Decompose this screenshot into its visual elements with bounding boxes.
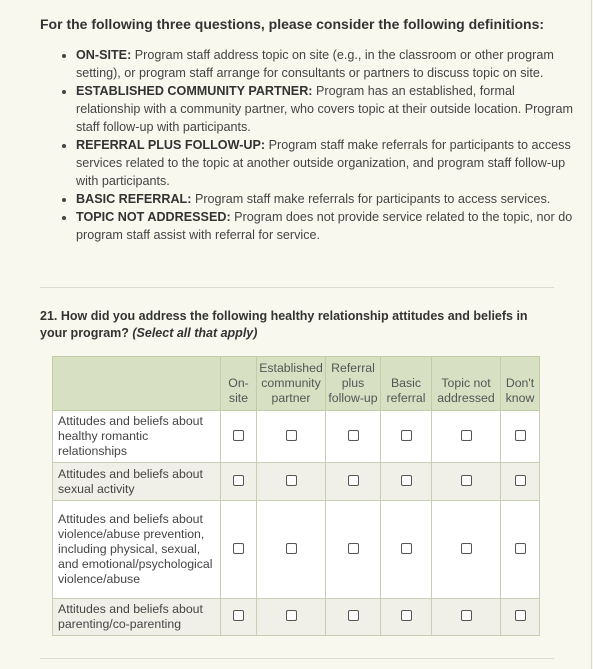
grid-row <box>53 599 540 636</box>
grid-cell <box>432 463 501 501</box>
row-label: Attitudes and beliefs about violence/abuse prevention, including physical, sexual, and emotional/psychological violence/abuse <box>53 501 221 599</box>
row-label: Attitudes and beliefs about healthy romantic relationships <box>53 411 221 463</box>
checkbox-referral-plus-follow-up[interactable] <box>348 610 359 621</box>
checkbox-dont-know[interactable] <box>515 543 526 554</box>
grid-cell <box>381 501 432 599</box>
checkbox-established-community-partner[interactable] <box>286 475 297 486</box>
column-header-dont-know: Don't know <box>501 357 540 411</box>
checkbox-basic-referral[interactable] <box>401 610 412 621</box>
definition-text: Program does not provide service related to the topic, nor do program staff assist with referral for service. <box>76 210 573 242</box>
grid-cell <box>432 599 501 636</box>
definitions-intro: For the following three questions, please consider the following definitions: <box>40 16 545 32</box>
definition-text: Program has an established, formal relationship with a community partner, who covers topic at their outside location. Program staff follow-up with participants. <box>76 84 573 134</box>
definition-term: TOPIC NOT ADDRESSED: <box>76 210 231 224</box>
grid-cell <box>381 599 432 636</box>
grid-cell <box>501 463 540 501</box>
grid-cell <box>326 501 381 599</box>
checkbox-referral-plus-follow-up[interactable] <box>348 475 359 486</box>
row-label: Attitudes and beliefs about sexual activity <box>53 463 221 501</box>
definitions-list <box>58 46 576 244</box>
checkbox-basic-referral[interactable] <box>401 475 412 486</box>
definition-text: Program staff make referrals for participants to access services. <box>191 192 551 206</box>
definition-text: Program staff address topic on site (e.g., in the classroom or other program setting), or program staff arrange for consultants or partners to discuss topic on site. <box>76 48 554 80</box>
grid-cell <box>326 463 381 501</box>
checkbox-referral-plus-follow-up[interactable] <box>348 543 359 554</box>
column-header-referral-plus-follow-up: Referral plus follow-up <box>326 357 381 411</box>
response-grid <box>52 356 540 636</box>
checkbox-established-community-partner[interactable] <box>286 543 297 554</box>
definition-item <box>76 136 576 190</box>
definition-term: ON-SITE: <box>76 48 132 62</box>
grid-cell <box>501 501 540 599</box>
grid-cell <box>221 501 257 599</box>
grid-cell <box>326 411 381 463</box>
section-divider <box>40 658 554 659</box>
grid-header-row <box>53 357 540 411</box>
checkbox-basic-referral[interactable] <box>401 543 412 554</box>
checkbox-dont-know[interactable] <box>515 610 526 621</box>
definition-term: BASIC REFERRAL: <box>76 192 192 206</box>
grid-cell <box>501 599 540 636</box>
grid-cell <box>257 599 326 636</box>
column-header-topic-not-addressed: Topic not addressed <box>432 357 501 411</box>
checkbox-topic-not-addressed[interactable] <box>461 543 472 554</box>
checkbox-dont-know[interactable] <box>515 430 526 441</box>
definition-term: ESTABLISHED COMMUNITY PARTNER: <box>76 84 313 98</box>
checkbox-topic-not-addressed[interactable] <box>461 610 472 621</box>
question-hint: (Select all that apply) <box>132 326 258 340</box>
grid-cell <box>257 463 326 501</box>
definition-item <box>76 208 576 244</box>
checkbox-topic-not-addressed[interactable] <box>461 475 472 486</box>
grid-cell <box>381 463 432 501</box>
checkbox-on-site[interactable] <box>233 610 244 621</box>
grid-row <box>53 501 540 599</box>
checkbox-referral-plus-follow-up[interactable] <box>348 430 359 441</box>
grid-cell <box>326 599 381 636</box>
grid-row <box>53 411 540 463</box>
checkbox-on-site[interactable] <box>233 430 244 441</box>
grid-cell <box>432 411 501 463</box>
column-header-basic-referral: Basic referral <box>381 357 432 411</box>
grid-corner-cell <box>53 357 221 411</box>
definition-item <box>76 190 576 208</box>
checkbox-topic-not-addressed[interactable] <box>461 430 472 441</box>
grid-cell <box>257 501 326 599</box>
checkbox-established-community-partner[interactable] <box>286 430 297 441</box>
grid-cell <box>257 411 326 463</box>
definition-item <box>76 82 576 136</box>
grid-cell <box>221 411 257 463</box>
grid-cell <box>432 501 501 599</box>
column-header-established-community-partner: Established community partner <box>257 357 326 411</box>
definition-item <box>76 46 576 82</box>
definition-text: Program staff make referrals for participants to access services related to the topic at another outside organization, and program staff follow-up with participants. <box>76 138 571 188</box>
grid-cell <box>221 463 257 501</box>
grid-cell <box>501 411 540 463</box>
checkbox-established-community-partner[interactable] <box>286 610 297 621</box>
section-divider <box>40 287 554 288</box>
column-header-on-site: On-site <box>221 357 257 411</box>
grid-cell <box>221 599 257 636</box>
question-text: 21. How did you address the following healthy relationship attitudes and beliefs in your program? <box>40 309 528 340</box>
definition-term: REFERRAL PLUS FOLLOW-UP: <box>76 138 266 152</box>
grid-row <box>53 463 540 501</box>
row-label: Attitudes and beliefs about parenting/co-parenting <box>53 599 221 636</box>
checkbox-dont-know[interactable] <box>515 475 526 486</box>
checkbox-on-site[interactable] <box>233 543 244 554</box>
question-21-title <box>40 308 540 342</box>
checkbox-basic-referral[interactable] <box>401 430 412 441</box>
grid-cell <box>381 411 432 463</box>
checkbox-on-site[interactable] <box>233 475 244 486</box>
